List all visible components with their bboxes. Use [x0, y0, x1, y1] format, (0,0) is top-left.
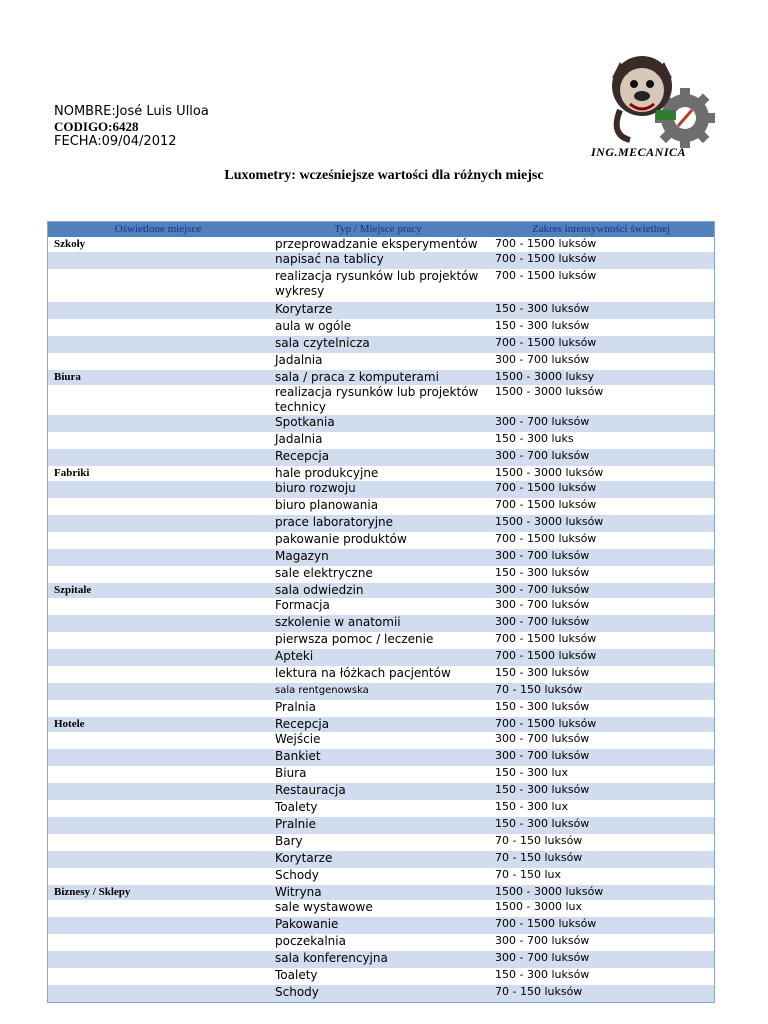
type-cell: Recepcja [275, 449, 330, 463]
range-cell: 300 - 700 luksów [495, 749, 590, 762]
table-row [48, 252, 714, 269]
range-cell: 150 - 300 luksów [495, 319, 590, 332]
place-cell: Fabriki [54, 467, 90, 479]
type-cell: napisać na tablicy [275, 252, 384, 266]
column-header-range: Zakres intensywności świetlnej [531, 223, 671, 235]
range-cell: 150 - 300 luksów [495, 666, 590, 679]
table-row [48, 481, 714, 498]
place-cell [48, 868, 268, 885]
table-row [48, 951, 714, 968]
type-cell: aula w ogóle [275, 319, 352, 333]
table-body [48, 237, 714, 1002]
range-cell: 700 - 1500 luksów [495, 336, 597, 349]
table-row [48, 868, 714, 885]
place-cell [48, 615, 268, 632]
type-cell: prace laboratoryjne [275, 515, 394, 529]
place-cell: Biura [54, 371, 81, 383]
place-cell [48, 649, 268, 666]
logo-caption: ING.MECANICA [591, 145, 687, 159]
table-row [48, 336, 714, 353]
table-row [48, 432, 714, 449]
range-cell: 150 - 300 luksów [495, 968, 590, 981]
type-cell: Korytarze [275, 851, 333, 865]
range-cell: 70 - 150 lux [495, 868, 561, 881]
table-row [48, 700, 714, 717]
type-cell: sala konferencyjna [275, 951, 388, 965]
place-cell [48, 566, 268, 583]
range-cell: 1500 - 3000 luksy [495, 370, 595, 383]
range-cell: 150 - 300 luks [495, 432, 574, 445]
table-row [48, 717, 714, 732]
place-cell [48, 817, 268, 834]
place-cell [48, 598, 268, 615]
place-cell [48, 934, 268, 951]
table-row [48, 649, 714, 666]
range-cell: 700 - 1500 luksów [495, 237, 597, 250]
table-row [48, 968, 714, 985]
table-row [48, 466, 714, 481]
place-cell [48, 766, 268, 783]
table-row [48, 834, 714, 851]
type-cell: biuro planowania [275, 498, 379, 512]
range-cell: 150 - 300 lux [495, 766, 568, 779]
range-cell: 70 - 150 luksów [495, 683, 583, 696]
type-cell: Pakowanie [275, 917, 339, 931]
table-row [48, 353, 714, 370]
type-cell: Magazyn [275, 549, 329, 563]
place-cell: Szpitale [54, 584, 92, 596]
table-row [48, 532, 714, 549]
type-cell: Pralnie [275, 817, 316, 831]
table-row [48, 917, 714, 934]
table-row [48, 800, 714, 817]
type-cell: Schody [275, 985, 319, 999]
table-row [48, 934, 714, 951]
table-row [48, 666, 714, 683]
place-cell [48, 481, 268, 498]
range-cell: 700 - 1500 luksów [495, 252, 597, 265]
place-cell [48, 700, 268, 717]
type-cell: hale produkcyjne [275, 466, 379, 480]
range-cell: 700 - 1500 luksów [495, 532, 597, 545]
type-cell: lektura na łóżkach pacjentów [275, 666, 451, 680]
range-cell: 700 - 1500 luksów [495, 649, 597, 662]
range-cell: 700 - 1500 luksów [495, 917, 597, 930]
range-cell: 300 - 700 luksów [495, 934, 590, 947]
range-cell: 300 - 700 luksów [495, 415, 590, 428]
place-cell [48, 749, 268, 766]
place-cell [48, 353, 268, 370]
range-cell: 70 - 150 luksów [495, 985, 583, 998]
place-cell [48, 415, 268, 432]
type-cell: Jadalnia [275, 353, 323, 367]
table-row [48, 415, 714, 432]
range-cell: 1500 - 3000 lux [495, 900, 582, 913]
range-cell: 300 - 700 luksów [495, 583, 590, 596]
table-row [48, 885, 714, 900]
place-cell: Szkoły [54, 238, 86, 250]
table-row [48, 598, 714, 615]
student-info [54, 104, 209, 149]
type-cell: przeprowadzanie eksperymentów [275, 237, 478, 251]
range-cell: 700 - 1500 luksów [495, 498, 597, 511]
table-row [48, 732, 714, 749]
range-cell: 70 - 150 luksów [495, 851, 583, 864]
table-row [48, 749, 714, 766]
type-cell: Jadalnia [275, 432, 323, 446]
type-cell: pierwsza pomoc / leczenie [275, 632, 434, 646]
type-cell: realizacja rysunków lub projektów technicy [275, 385, 479, 414]
type-cell: Biura [275, 766, 307, 780]
type-cell: Spotkania [275, 415, 335, 429]
type-cell: sala czytelnicza [275, 336, 370, 350]
table-row [48, 385, 714, 415]
column-header-type: Typ / Miejsce pracy [334, 223, 422, 235]
type-cell: pakowanie produktów [275, 532, 407, 546]
place-cell [48, 632, 268, 649]
place-cell [48, 532, 268, 549]
type-cell: poczekalnia [275, 934, 346, 948]
place-cell [48, 985, 268, 1002]
range-cell: 700 - 1500 luksów [495, 717, 597, 730]
table-row [48, 632, 714, 649]
table-row [48, 683, 714, 700]
type-cell: biuro rozwoju [275, 481, 356, 495]
table-row [48, 515, 714, 532]
place-cell [48, 783, 268, 800]
range-cell: 700 - 1500 luksów [495, 269, 597, 282]
table-row [48, 615, 714, 632]
place-cell [48, 498, 268, 515]
range-cell: 150 - 300 luksów [495, 566, 590, 579]
range-cell: 1500 - 3000 luksów [495, 885, 604, 898]
type-cell: sala rentgenowska [275, 685, 369, 696]
type-cell: sale elektryczne [275, 566, 373, 580]
bulldog-gear-logo [590, 40, 725, 162]
range-cell: 1500 - 3000 luksów [495, 515, 604, 528]
codigo-text: CODIGO:6428 [54, 119, 139, 134]
place-cell [48, 515, 268, 532]
type-cell: Apteki [275, 649, 314, 663]
range-cell: 150 - 300 luksów [495, 700, 590, 713]
type-cell: Bary [275, 834, 303, 848]
range-cell: 150 - 300 luksów [495, 783, 590, 796]
table-row [48, 449, 714, 466]
range-cell: 300 - 700 luksów [495, 598, 590, 611]
place-cell [48, 968, 268, 985]
type-cell: sala / praca z komputerami [275, 370, 439, 384]
range-cell: 150 - 300 luksów [495, 302, 590, 315]
range-cell: 70 - 150 luksów [495, 834, 583, 847]
table-row [48, 985, 714, 1002]
place-cell [48, 683, 268, 700]
place-cell [48, 549, 268, 566]
range-cell: 300 - 700 luksów [495, 353, 590, 366]
type-cell: Korytarze [275, 302, 333, 316]
table-row [48, 851, 714, 868]
type-cell: Recepcja [275, 717, 330, 731]
table-header [48, 222, 714, 237]
place-cell [48, 336, 268, 353]
place-cell [48, 666, 268, 683]
table-row [48, 583, 714, 598]
range-cell: 150 - 300 luksów [495, 817, 590, 830]
place-cell [48, 732, 268, 749]
table-row [48, 269, 714, 302]
type-cell: realizacja rysunków lub projektów wykresy [275, 269, 479, 298]
place-cell [48, 800, 268, 817]
table-row [48, 319, 714, 336]
type-cell: Toalety [275, 800, 318, 814]
place-cell [48, 917, 268, 934]
table-row [48, 302, 714, 319]
range-cell: 700 - 1500 luksów [495, 632, 597, 645]
type-cell: sala odwiedzin [275, 583, 364, 597]
range-cell: 300 - 700 luksów [495, 549, 590, 562]
place-cell: Biznesy / Sklepy [54, 886, 131, 898]
table-row [48, 817, 714, 834]
place-cell [48, 834, 268, 851]
nombre-text: NOMBRE:José Luis Ulloa [54, 104, 209, 119]
place-cell [48, 319, 268, 336]
type-cell: Wejście [275, 732, 321, 746]
fecha-text: FECHA:09/04/2012 [54, 134, 177, 149]
type-cell: Pralnia [275, 700, 316, 714]
place-cell [48, 432, 268, 449]
place-cell [48, 900, 268, 917]
place-cell [48, 269, 268, 302]
place-cell [48, 951, 268, 968]
place-cell [48, 851, 268, 868]
type-cell: sale wystawowe [275, 900, 373, 914]
range-cell: 300 - 700 luksów [495, 449, 590, 462]
range-cell: 300 - 700 luksów [495, 615, 590, 628]
range-cell: 1500 - 3000 luksów [495, 466, 604, 479]
place-cell [48, 252, 268, 269]
type-cell: Bankiet [275, 749, 321, 763]
range-cell: 300 - 700 luksów [495, 732, 590, 745]
table-row [48, 566, 714, 583]
column-header-place: Oświetlone miejsce [114, 223, 202, 235]
type-cell: Witryna [275, 885, 322, 899]
luxometry-table [47, 221, 715, 1003]
table-row [48, 549, 714, 566]
place-cell: Hotele [54, 718, 85, 730]
range-cell: 1500 - 3000 luksów [495, 385, 604, 398]
table-row [48, 237, 714, 252]
table-row [48, 370, 714, 385]
range-cell: 150 - 300 lux [495, 800, 568, 813]
place-cell [48, 385, 268, 415]
type-cell: Formacja [275, 598, 330, 612]
place-cell [48, 302, 268, 319]
type-cell: szkolenie w anatomii [275, 615, 401, 629]
range-cell: 700 - 1500 luksów [495, 481, 597, 494]
document-title: Luxometry: wcześniejsze wartości dla różnych miejsc [224, 168, 544, 183]
type-cell: Toalety [275, 968, 318, 982]
table-row [48, 498, 714, 515]
type-cell: Restauracja [275, 783, 346, 797]
table-row [48, 766, 714, 783]
type-cell: Schody [275, 868, 319, 882]
table-row [48, 783, 714, 800]
table-row [48, 900, 714, 917]
range-cell: 300 - 700 luksów [495, 951, 590, 964]
place-cell [48, 449, 268, 466]
